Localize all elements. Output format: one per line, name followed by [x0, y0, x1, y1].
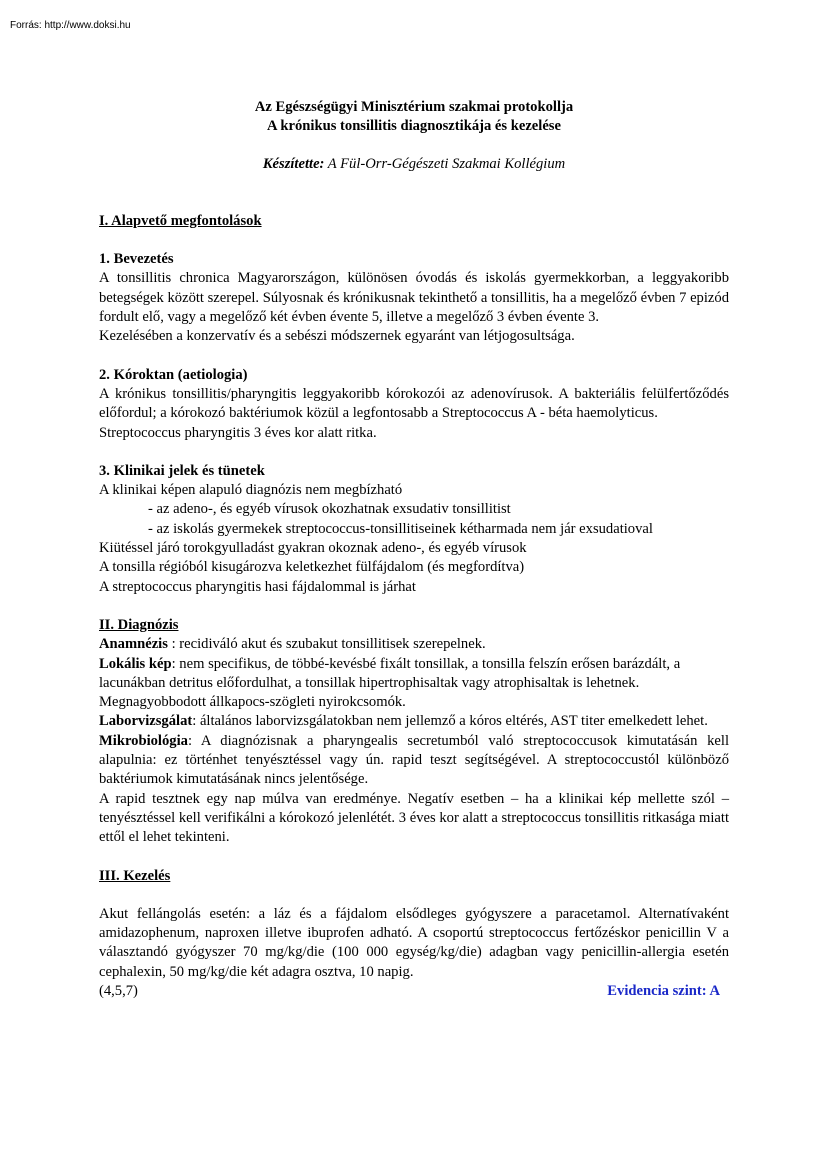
- subsection-bevezetes-title: 1. Bevezetés: [99, 251, 174, 268]
- reference-row: [99, 982, 729, 1001]
- document-title-line-1: Az Egészségügyi Minisztérium szakmai protokollja: [254, 99, 574, 115]
- source-url: Forrás: http://www.doksi.hu: [10, 20, 131, 31]
- mikro-paragraph: [99, 732, 729, 790]
- section-3-title: III. Kezelés: [99, 867, 171, 884]
- kezeles-paragraph: Akut fellángolás esetén: a láz és a fájdalom elsődleges gyógyszere a paracetamol. Alternatívaként amidazophenum, naproxen illetve ibuprofen adható. A csoportú streptococcus fertőzéskor penicillin V a választandó gyógyszer 70 mg/kg/die (100 000 egység/kg/die) adagban vagy penicillin-allergia esetén cephalexin, 50 mg/kg/die két adagra osztva, 10 napig.: [99, 905, 729, 980]
- labor-paragraph: [99, 712, 729, 731]
- mikro-label: Mikrobiológia: [99, 732, 188, 749]
- klinikai-line-3: A streptococcus pharyngitis hasi fájdalommal is járhat: [99, 578, 416, 595]
- evidence-level: Evidencia szint: A: [607, 982, 720, 999]
- mikro-text: : A diagnózisnak a pharyngealis secretumból való streptococcusok kimutatásán kell alapulnia: ez történhet tenyésztéssel vagy ún. rapid teszt segítségével. A streptococcustól különböző baktériumok kimutatásának nincs jelentősége.: [99, 732, 729, 788]
- klinikai-intro: A klinikai képen alapuló diagnózis nem megbízható: [99, 482, 403, 499]
- anamnezis-label: Anamnézis: [99, 636, 168, 653]
- lokalis-label: Lokális kép: [99, 655, 172, 672]
- subsection-klinikai-title: 3. Klinikai jelek és tünetek: [99, 462, 265, 479]
- labor-text: : általános laborvizsgálatokban nem jellemző a kóros eltérés, AST titer emelkedett lehet.: [192, 713, 708, 730]
- labor-label: Laborvizsgálat: [99, 713, 193, 730]
- koroktan-paragraph-1: A krónikus tonsillitis/pharyngitis leggyakoribb kórokozói az adenovírusok. A bakteriális felülfertőződés előfordul; a kórokozó baktériumok közül a legfontosabb a Streptococcus A - béta haemolyticus.: [99, 385, 729, 422]
- document-title-line-2: A krónikus tonsillitis diagnosztikája és kezelése: [267, 118, 561, 135]
- anamnezis-text: : recidiváló akut és szubakut tonsillitisek szerepelnek.: [167, 636, 486, 653]
- klinikai-line-1: Kiütéssel járó torokgyulladást gyakran okoznak adeno-, és egyéb vírusok: [99, 540, 527, 557]
- klinikai-bullet-2: - az iskolás gyermekek streptococcus-tonsillitiseinek kétharmada nem jár exsudatioval: [148, 520, 653, 537]
- author-value: A Fül-Orr-Gégészeti Szakmai Kollégium: [324, 155, 566, 172]
- section-2-title: II. Diagnózis: [99, 616, 179, 633]
- klinikai-bullet-1: - az adeno-, és egyéb vírusok okozhatnak exsudativ tonsillitist: [148, 501, 511, 518]
- lokalis-text: : nem specifikus, de többé-kevésbé fixált tonsillak, a tonsilla felszín erősen barázdált, a lacunákban detritus előfordulhat, a tonsillak hipertrophisaltak vagy atrophisaltak is lehetnek. Megnagyobbodott állkapocs-szögleti nyirokcsomók.: [99, 655, 681, 711]
- document-author: [99, 155, 729, 174]
- rapid-paragraph: A rapid tesztnek egy nap múlva van eredménye. Negatív esetben – ha a klinikai kép mellette szól – tenyésztéssel kell verifikálni a kórokozó jelenlétét. 3 éves kor alatt a streptococcus tonsillitis ritkasága miatt ettől el lehet tekinteni.: [99, 790, 729, 846]
- klinikai-line-2: A tonsilla régióból kisugározva keletkezhet fülfájdalom (és megfordítva): [99, 559, 525, 576]
- bevezetes-paragraph-1: A tonsillitis chronica Magyarországon, különösen óvodás és iskolás gyermekkorban, a leggyakoribb betegségek között szerepel. Súlyosnak és krónikusnak tekinthető a tonsillitis, ha a megelőző évben 7 epizód fordult elő, vagy a megelőző két évben évente 5, illetve a megelőző 3 évben évente 3.: [99, 270, 729, 326]
- lokalis-paragraph: [99, 655, 729, 713]
- document-body: [99, 98, 729, 1001]
- anamnezis-paragraph: [99, 635, 729, 654]
- reference-numbers: (4,5,7): [99, 982, 138, 999]
- bevezetes-paragraph-2: Kezelésében a konzervatív és a sebészi módszernek egyaránt van létjogosultsága.: [99, 328, 575, 345]
- koroktan-paragraph-2: Streptococcus pharyngitis 3 éves kor alatt ritka.: [99, 424, 377, 441]
- subsection-koroktan-title: 2. Kóroktan (aetiologia): [99, 366, 248, 383]
- author-label: Készítette:: [262, 155, 325, 172]
- section-1-title: I. Alapvető megfontolások: [99, 212, 262, 229]
